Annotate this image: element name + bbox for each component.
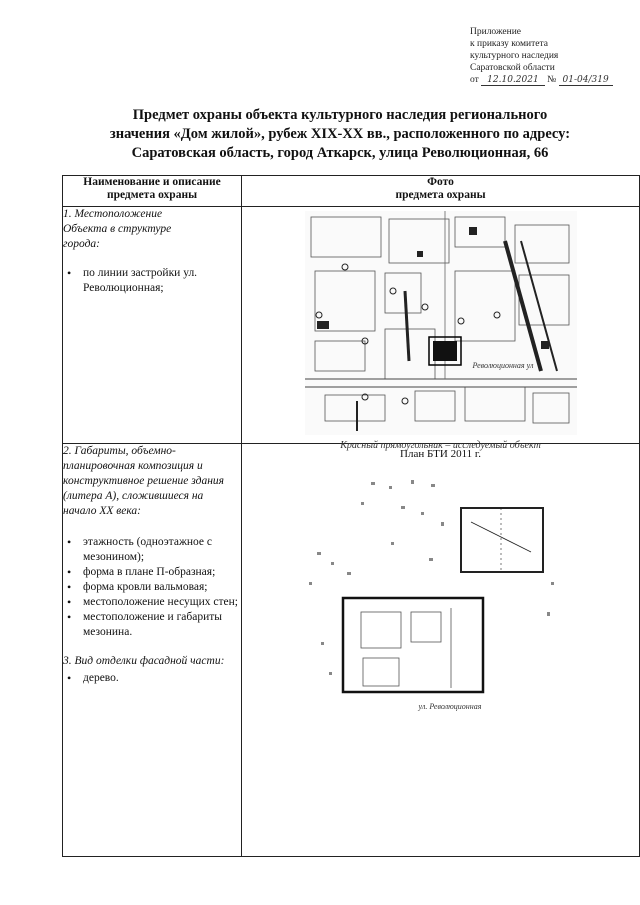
appendix-number-sign: № — [547, 75, 557, 85]
row1-heading: 1. Местоположение Объекта в структуре города: — [63, 208, 172, 250]
table-header-row — [63, 176, 640, 207]
appendix-date-line — [470, 74, 613, 86]
row3-heading: 3. Вид отделки фасадной части: — [63, 655, 225, 667]
header-left-line: предмета охраны — [106, 189, 198, 201]
header-left-line: Наименование и описание — [83, 176, 221, 188]
document-title — [60, 106, 620, 163]
plan-street-label: ул. Революционная — [418, 702, 482, 711]
appendix-date: 12.10.2021 — [481, 75, 545, 86]
row1-description — [63, 207, 242, 444]
list-item: • по линии застройки ул. Революционная; — [83, 266, 241, 296]
row1-bullets — [63, 266, 241, 296]
title-line: Саратовская область, город Аткарск, улица Революционная, 66 — [131, 145, 549, 161]
list-item: • форма кровли вальмовая; — [83, 580, 241, 595]
list-item: • местоположение несущих стен; — [83, 595, 241, 610]
header-right-line: Фото — [427, 176, 454, 188]
header-left — [63, 176, 242, 207]
list-item: • местоположение и габариты мезонина. — [83, 610, 241, 640]
row2-photo-cell — [242, 444, 640, 857]
appendix-line: культурного наследия — [470, 51, 559, 61]
row2-description — [63, 444, 242, 857]
row3-bullets — [63, 671, 241, 686]
title-line: Предмет охраны объекта культурного наследия регионального — [132, 107, 548, 123]
table-row — [63, 444, 640, 857]
row2-heading: 2. Габариты, объемно-планировочная композиция и конструктивное решение здания (литера А), сложившиеся на начало XX века: — [63, 445, 224, 517]
table-row — [63, 207, 640, 444]
header-right-line: предмета охраны — [395, 189, 486, 201]
map-image — [305, 211, 577, 435]
appendix-line: Приложение — [470, 27, 521, 37]
appendix-line: Саратовской области — [470, 63, 555, 73]
appendix-from: от — [470, 75, 479, 85]
row1-photo-cell — [242, 207, 640, 451]
plan-image — [301, 462, 581, 722]
title-line: значения «Дом жилой», рубеж XIX-XX вв., расположенного по адресу: — [109, 126, 571, 142]
protection-table — [62, 175, 640, 857]
map-caption: Красный прямоугольник – исследуемый объект — [340, 440, 541, 451]
list-item: • дерево. — [83, 671, 241, 686]
list-item: • этажность (одноэтажное с мезонином); — [83, 535, 241, 565]
header-right — [242, 176, 640, 207]
row2-bullets — [63, 535, 241, 640]
appendix-line: к приказу комитета — [470, 39, 548, 49]
floor-plan — [301, 462, 581, 732]
location-map — [305, 211, 577, 451]
list-item: • форма в плане П-образная; — [83, 565, 241, 580]
map-street-label: Революционная ул — [472, 361, 534, 370]
appendix-number: 01-04/319 — [559, 75, 613, 86]
appendix-block — [470, 26, 613, 86]
plan-title: План БТИ 2011 г. — [400, 448, 481, 460]
